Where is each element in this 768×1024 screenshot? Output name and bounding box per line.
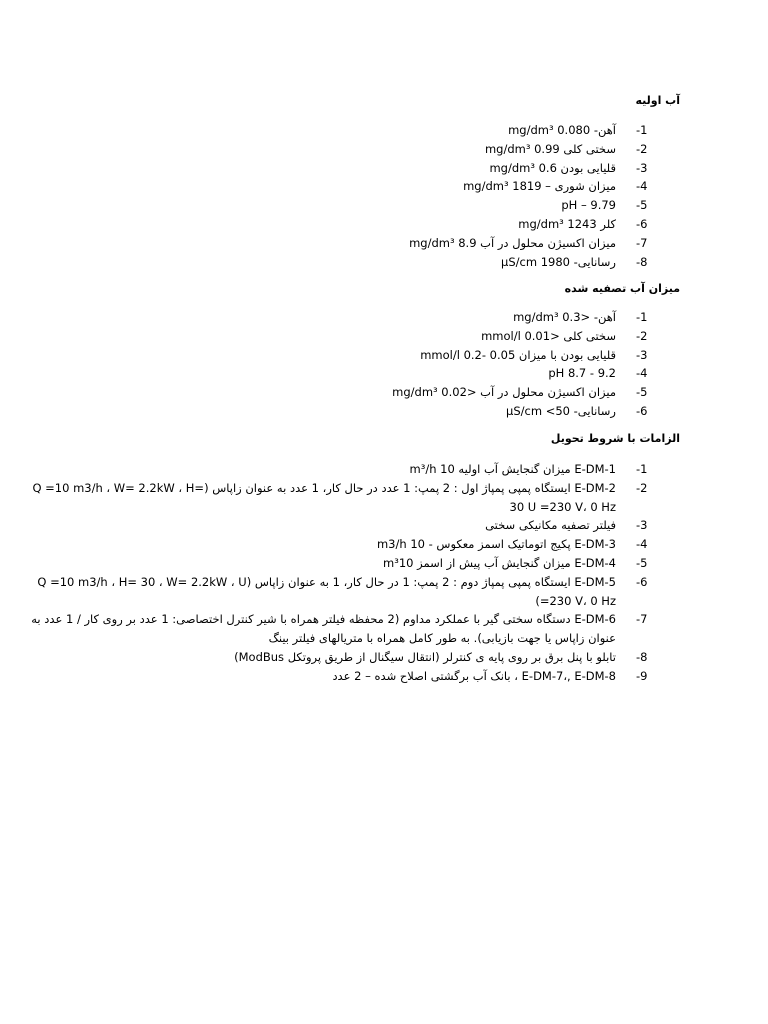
item-number: -4 (636, 537, 648, 552)
item-number: -5 (636, 198, 648, 213)
list-item (16, 554, 656, 573)
raw-water-list (16, 121, 656, 271)
item-text: میزان اکسیژن محلول در آب mg/dm³ 8.9 (409, 235, 616, 250)
item-number: -2 (636, 480, 648, 495)
list-item (16, 308, 656, 327)
item-text: pH 8.7 - 9.2 (548, 366, 616, 381)
item-text: E-DM-7،, E-DM-8 ، بانک آب برگشتی اصلاح شده – 2 عدد (332, 668, 616, 683)
item-number: -6 (636, 574, 648, 589)
item-text: E-DM-6 دستگاه سختی گیر با عملکرد مداوم (2 محفظه فیلتر همراه با شیر کنترل اختصاصی: 1 عدد بر روی کار / 1 عدد به عنوان زاپاس یا جهت بازیابی). به طور کامل همراه با متریالهای فیلتر بینگ (31, 612, 616, 646)
item-text: E-DM-4 میزان گنجایش آب پیش از اسمز m³10 (383, 555, 616, 570)
list-item (16, 196, 656, 215)
list-item (16, 364, 656, 383)
item-text: E-DM-2 ایستگاه پمپی پمپاژ اول : 2 پمپ: 1 عدد در حال کار، 1 عدد به عنوان زاپاس (Q =10 m3/h ، W= 2.2kW ، H= 30 U =230 V، 0 Hz (32, 480, 616, 514)
item-number: -6 (636, 216, 648, 231)
item-number: -8 (636, 649, 648, 664)
list-item (16, 215, 656, 234)
requirements-list (16, 460, 656, 686)
item-number: -8 (636, 254, 648, 269)
section-title-treated-water: میزان آب تصفیه شده (564, 282, 680, 295)
list-item (16, 327, 656, 346)
item-text: سختی کلی mg/dm³ 0.99 (484, 141, 616, 156)
item-text: کلر mg/dm³ 1243 (518, 216, 616, 231)
item-number: -3 (636, 518, 648, 533)
item-number: -6 (636, 403, 648, 418)
item-number: -1 (636, 310, 648, 324)
section-title-raw-water: آب اولیه (635, 94, 680, 107)
list-item (16, 667, 656, 686)
section-title-requirements: الزامات با شروط تحویل (550, 432, 680, 445)
item-text: سختی کلی <mmol/l 0.01 (481, 328, 616, 343)
item-number: -9 (636, 668, 648, 683)
item-text: آهن- <mg/dm³ 0.3 (513, 310, 616, 324)
item-text: فیلتر تصفیه مکانیکی سختی (485, 518, 616, 533)
list-item (16, 573, 656, 611)
item-text: E-DM-5 ایستگاه پمپی پمپاژ دوم : 2 پمپ: 1 در حال کار، 1 به عنوان زاپاس (Q =10 m3/h ، H= 30 ، W= 2.2kW ، U =230 V، 0 Hz) (37, 574, 616, 608)
item-text: آهن- mg/dm³ 0.080 (508, 123, 616, 137)
list-item (16, 177, 656, 196)
list-item (16, 159, 656, 178)
item-text: pH – 9.79 (561, 198, 616, 213)
item-number: -4 (636, 179, 648, 194)
item-number: -1 (636, 123, 648, 137)
list-item (16, 346, 656, 365)
list-item (16, 383, 656, 402)
item-text: E-DM-1 میزان گنجایش آب اولیه m³/h 10 (409, 462, 616, 476)
item-text: میزان اکسیژن محلول در آب <mg/dm³ 0.02 (392, 385, 616, 400)
list-item (16, 253, 656, 272)
list-item (16, 648, 656, 667)
item-text: رسانایی- µS/cm <50 (506, 403, 616, 418)
list-item (16, 479, 656, 517)
item-number: -4 (636, 366, 648, 381)
item-number: -1 (636, 462, 648, 476)
list-item (16, 121, 656, 140)
list-item (16, 460, 656, 479)
item-number: -5 (636, 385, 648, 400)
list-item (16, 535, 656, 554)
list-item (16, 140, 656, 159)
item-text: قلیایی بودن mg/dm³ 0.6 (489, 160, 616, 175)
list-item (16, 234, 656, 253)
list-item (16, 402, 656, 421)
item-number: -7 (636, 235, 648, 250)
item-number: -5 (636, 555, 648, 570)
item-number: -2 (636, 141, 648, 156)
item-number: -3 (636, 160, 648, 175)
list-item (16, 610, 656, 648)
item-number: -2 (636, 328, 648, 343)
item-text: رسانایی- µS/cm 1980 (501, 254, 616, 269)
item-text: تابلو با پنل برق بر روی پایه ی کنترلر (انتقال سیگنال از طریق پروتکل ModBus) (234, 649, 616, 664)
item-text: قلیایی بودن با میزان mmol/l 0.2- 0.05 (420, 347, 616, 362)
item-number: -7 (636, 612, 648, 627)
item-number: -3 (636, 347, 648, 362)
list-item (16, 516, 656, 535)
item-text: میزان شوری – mg/dm³ 1819 (463, 179, 616, 194)
treated-water-list (16, 308, 656, 421)
item-text: E-DM-3 پکیج اتوماتیک اسمز معکوس - m3/h 10 (376, 537, 616, 552)
